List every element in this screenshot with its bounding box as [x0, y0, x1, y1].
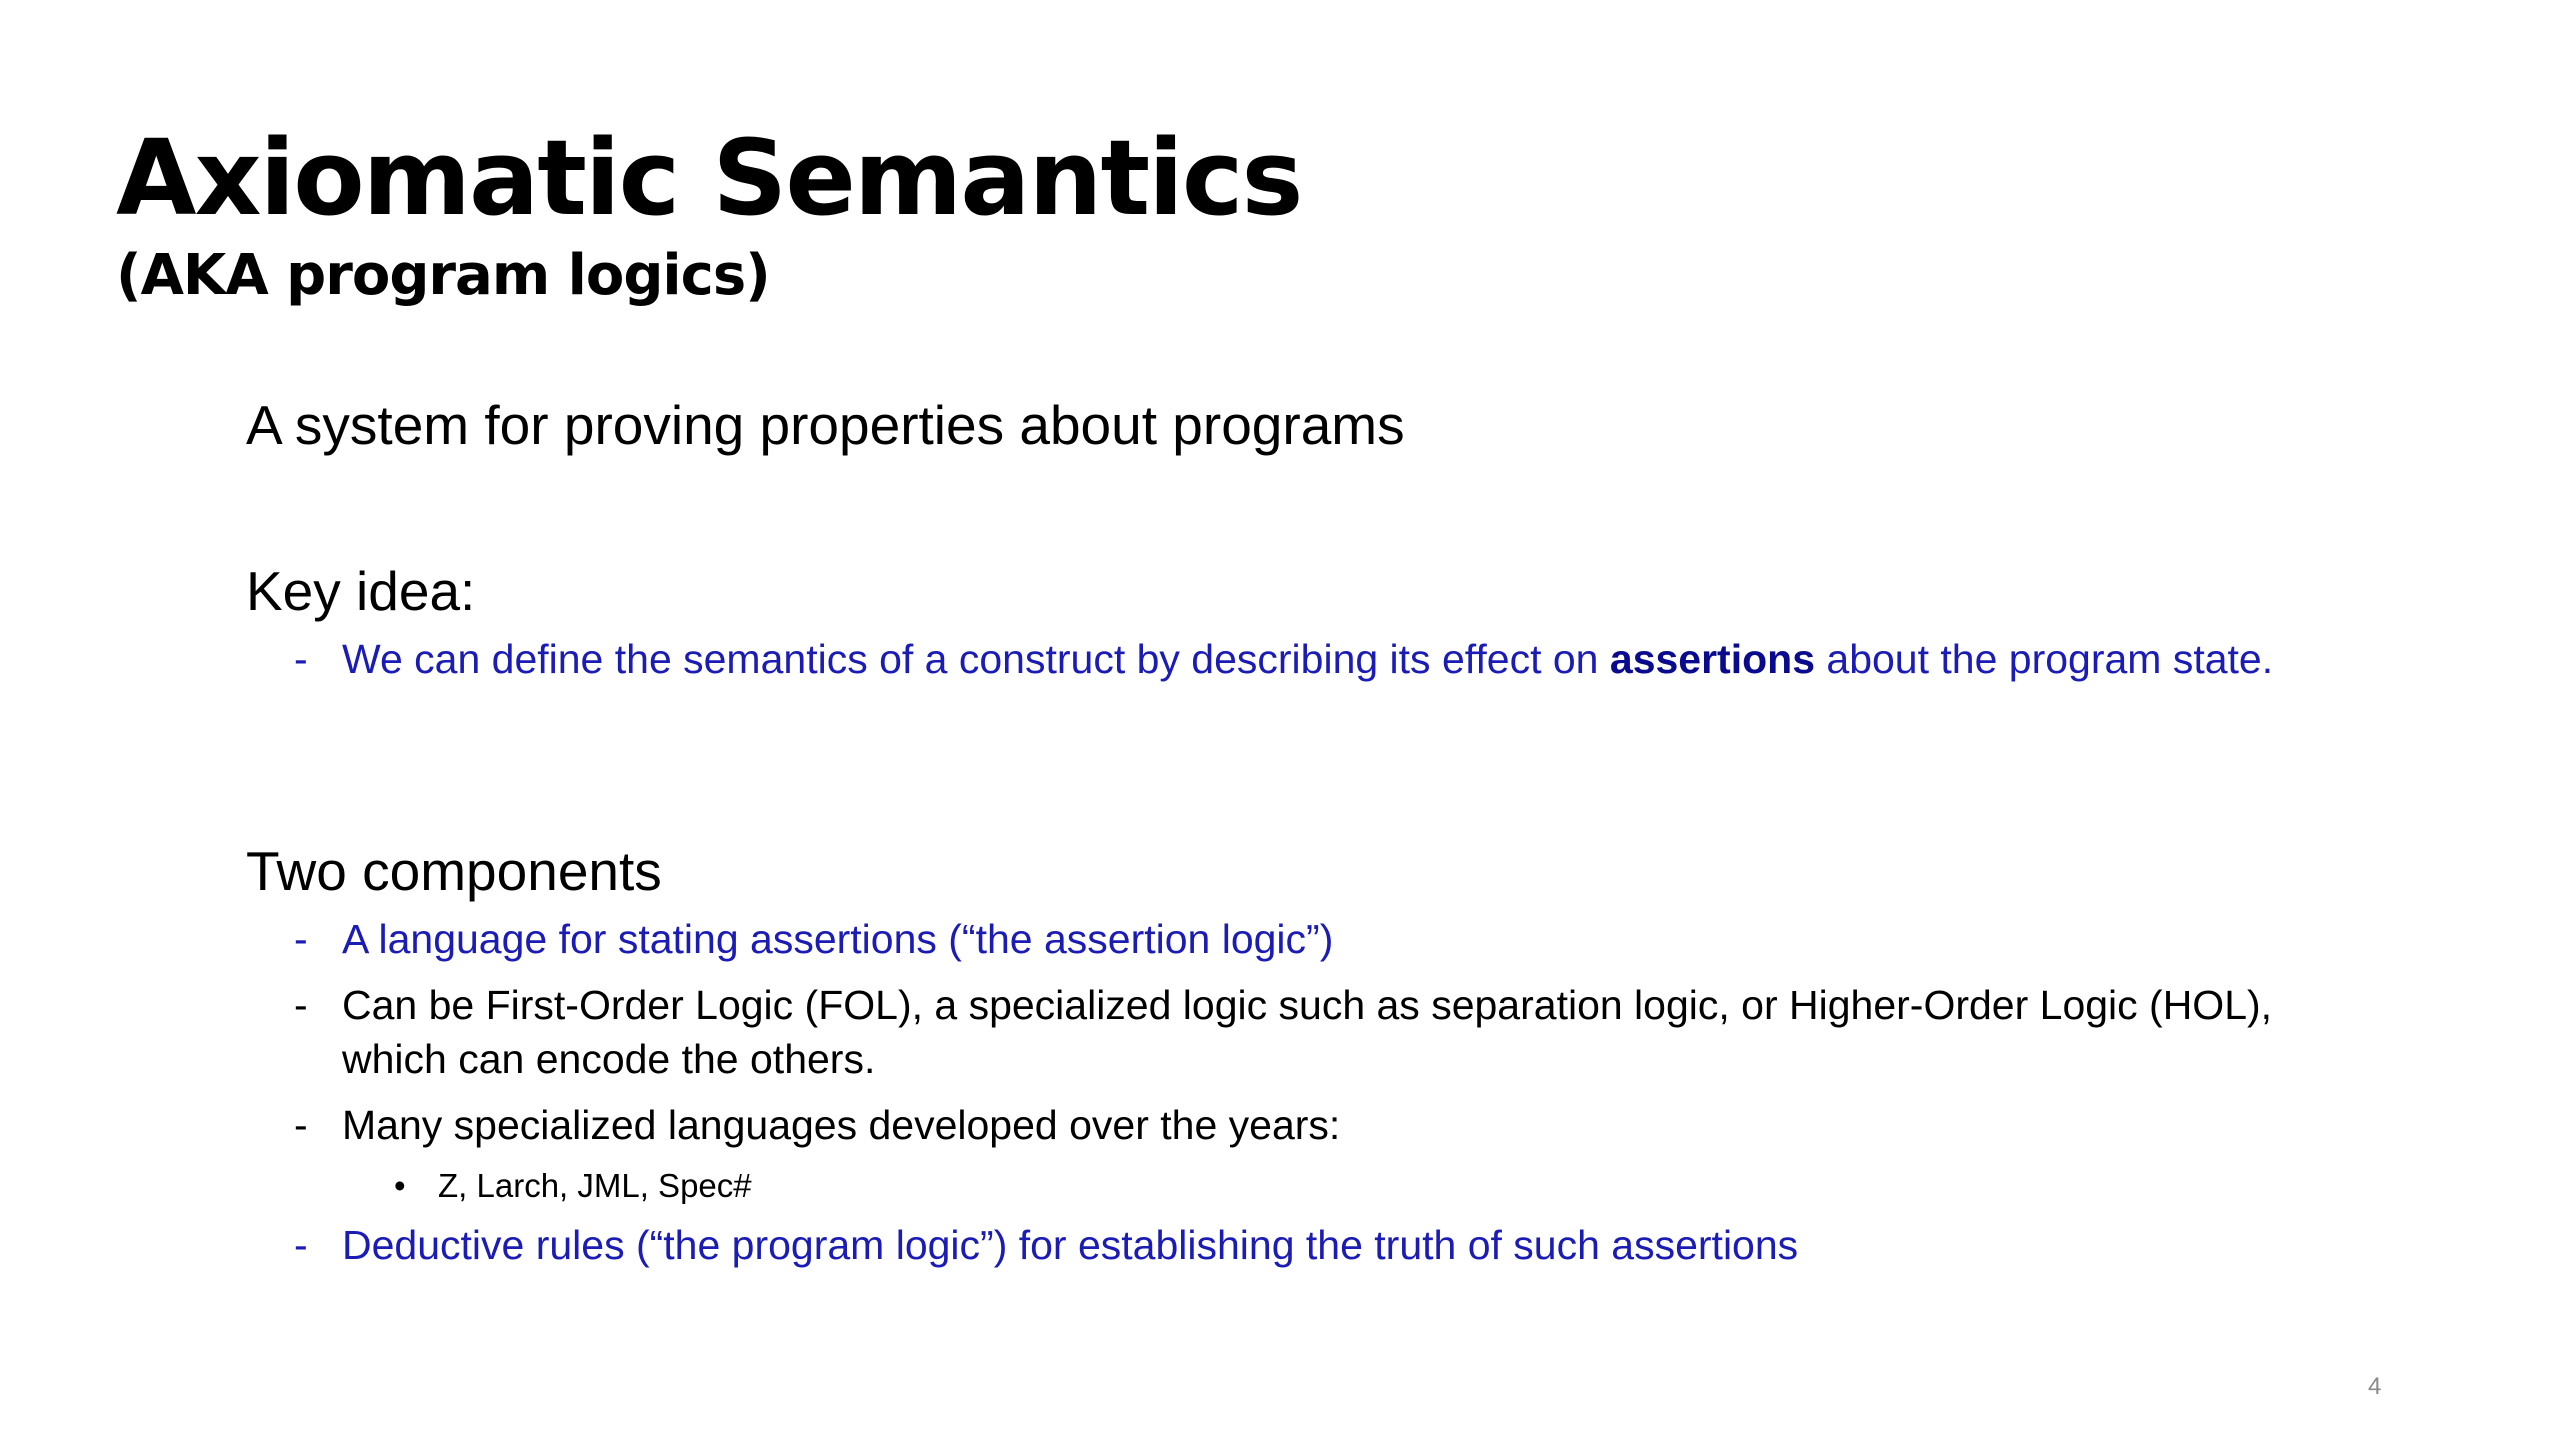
list-item [246, 912, 2386, 966]
key-idea-section [246, 556, 2386, 698]
list-item [246, 978, 2386, 1086]
key-idea-heading: Key idea: [246, 560, 476, 622]
list-item [246, 1164, 2386, 1208]
intro-statement: A system for proving properties about programs [246, 394, 1405, 456]
bullet-text: about the program state. [1815, 636, 2274, 682]
list-item [246, 632, 2386, 686]
bullet-text: Many specialized languages developed over the years: [342, 1102, 1341, 1148]
page-number: 4 [2368, 1373, 2382, 1400]
bullet-text: Can be First-Order Logic (FOL), a specialized logic such as separation logic, or Higher-Order Logic (HOL), which can encode the others. [342, 982, 2273, 1082]
dash-bullet-marker: - [294, 916, 308, 962]
slide-subtitle: (AKA program logics) [116, 243, 770, 308]
slide-title: Axiomatic Semantics [116, 117, 1302, 239]
bullet-text: A language for stating assertions (“the assertion logic”) [342, 916, 1334, 962]
sub-bullet-text: Z, Larch, JML, Spec# [438, 1167, 752, 1204]
dash-bullet-marker: - [294, 1222, 308, 1268]
dash-bullet-marker: - [294, 636, 308, 682]
list-item [246, 1218, 2386, 1272]
dot-bullet-marker: • [394, 1167, 406, 1204]
bullet-text: We can define the semantics of a construct by describing its effect on [342, 636, 1610, 682]
dash-bullet-marker: - [294, 982, 308, 1028]
two-components-section [246, 836, 2386, 1284]
two-components-heading: Two components [246, 840, 662, 902]
list-item [246, 1098, 2386, 1152]
bullet-bold-term: assertions [1609, 636, 1815, 682]
key-idea-list [246, 632, 2386, 686]
languages-sublist [246, 1164, 2386, 1208]
two-components-list-continued [246, 1218, 2386, 1272]
bullet-text: Deductive rules (“the program logic”) for establishing the truth of such assertions [342, 1222, 1799, 1268]
two-components-list [246, 912, 2386, 1152]
dash-bullet-marker: - [294, 1102, 308, 1148]
